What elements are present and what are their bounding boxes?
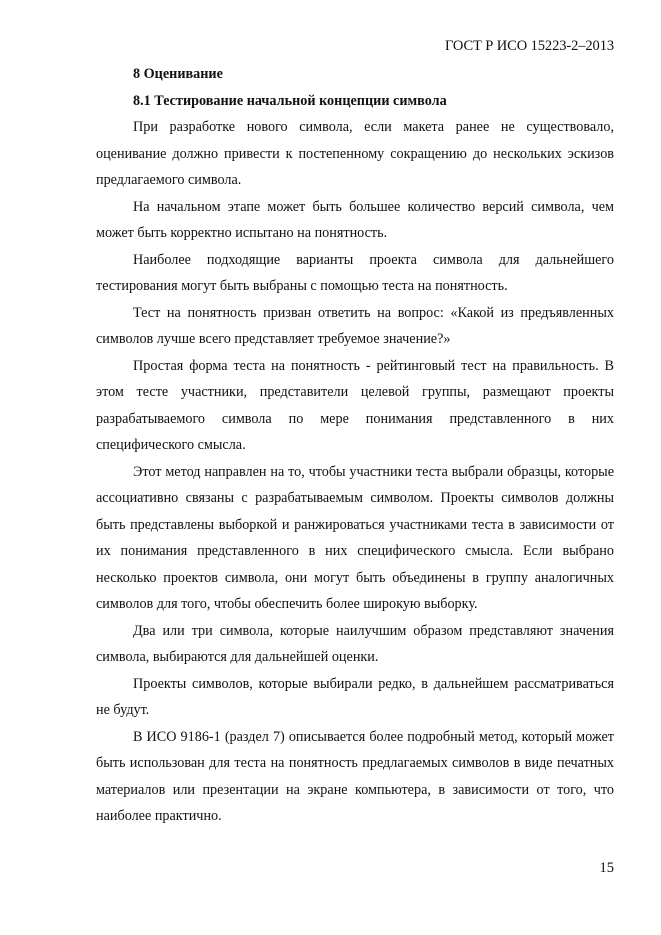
paragraph-7: Два или три символа, которые наилучшим образом представляют значения символа, выбираются для дальнейшей оценки.: [96, 622, 614, 665]
paragraph-5: Простая форма теста на понятность - рейтинговый тест на правильность. В этом тесте участники, представители целевой группы, размещают проекты разрабатываемого символа по мере понимания представленного в них специфического смысла.: [96, 357, 614, 453]
paragraph-4: Тест на понятность призван ответить на вопрос: «Какой из предъявленных символов лучше всего представляет требуемое значение?»: [96, 304, 614, 347]
paragraph-3: Наиболее подходящие варианты проекта символа для дальнейшего тестирования могут быть выбраны с помощью теста на понятность.: [96, 251, 614, 294]
paragraph-2: На начальном этапе может быть большее количество версий символа, чем может быть корректно испытано на понятность.: [96, 198, 614, 241]
standard-code: ГОСТ Р ИСО 15223-2–2013: [444, 38, 614, 54]
page-number: 15: [599, 860, 614, 876]
paragraph-1: При разработке нового символа, если макета ранее не существовало, оценивание должно привести к постепенному сокращению до нескольких эскизов предлагаемого символа.: [96, 119, 614, 188]
paragraph-6: Этот метод направлен на то, чтобы участники теста выбрали образцы, которые ассоциативно связаны с разрабатываемым символом. Проекты символов должны быть представлены выборкой и ранжироваться участниками теста в зависимости от их понимания представленного в них специфического смысла. Если выбрано несколько проектов символа, они могут быть объединены в группу аналогичных символов для того, чтобы обеспечить более широкую выборку.: [96, 463, 614, 612]
paragraph-9: В ИСО 9186-1 (раздел 7) описывается более подробный метод, который может быть использован для теста на понятность предлагаемых символов в виде печатных материалов или презентации на экране компьютера, в зависимости от того, что наиболее практично.: [96, 728, 614, 824]
paragraph-8: Проекты символов, которые выбирали редко, в дальнейшем рассматриваться не будут.: [96, 675, 614, 718]
section-title: 8 Оценивание: [133, 66, 223, 82]
page-content: [96, 61, 614, 830]
subsection-title: 8.1 Тестирование начальной концепции символа: [133, 92, 447, 109]
